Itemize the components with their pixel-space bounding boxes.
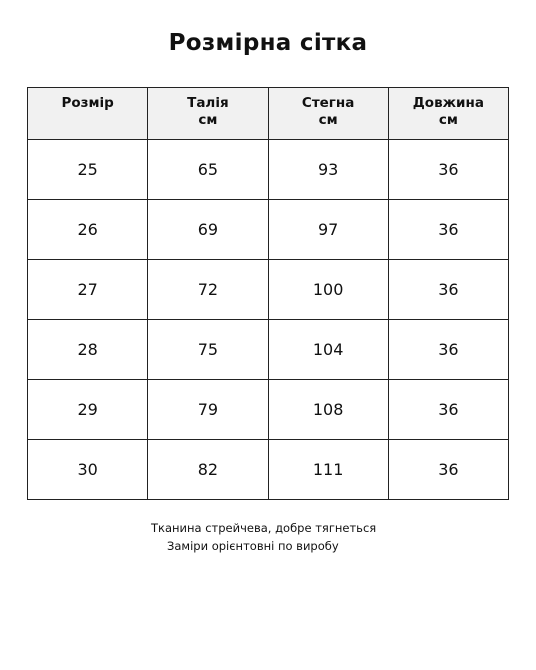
header-hips: [268, 88, 388, 140]
cell-hips: 93: [268, 140, 388, 200]
table-row: [28, 200, 509, 260]
header-length-label: Довжина: [412, 95, 484, 111]
cell-size: 29: [28, 380, 148, 440]
header-waist-label: Талія: [187, 95, 229, 111]
table-row: [28, 320, 509, 380]
header-hips-label: Стегна: [301, 95, 355, 111]
header-size-label: Розмір: [61, 95, 114, 111]
cell-length: 36: [388, 320, 508, 380]
cell-hips: 111: [268, 440, 388, 500]
note-measurements-approximate: Заміри орієнтовні по виробу: [167, 539, 339, 553]
header-length: [388, 88, 508, 140]
cell-hips: 104: [268, 320, 388, 380]
cell-length: 36: [388, 440, 508, 500]
cell-size: 27: [28, 260, 148, 320]
cell-size: 28: [28, 320, 148, 380]
cell-size: 26: [28, 200, 148, 260]
table-row: [28, 440, 509, 500]
size-table: [27, 87, 509, 500]
cell-size: 30: [28, 440, 148, 500]
header-hips-unit: см: [318, 112, 338, 128]
cell-hips: 108: [268, 380, 388, 440]
cell-length: 36: [388, 260, 508, 320]
cell-length: 36: [388, 380, 508, 440]
cell-hips: 100: [268, 260, 388, 320]
table-row: [28, 380, 509, 440]
cell-waist: 72: [148, 260, 268, 320]
cell-waist: 69: [148, 200, 268, 260]
cell-length: 36: [388, 200, 508, 260]
table-row: [28, 140, 509, 200]
header-waist-unit: см: [198, 112, 218, 128]
cell-hips: 97: [268, 200, 388, 260]
table-row: [28, 260, 509, 320]
cell-waist: 79: [148, 380, 268, 440]
header-length-unit: см: [438, 112, 458, 128]
cell-waist: 82: [148, 440, 268, 500]
cell-length: 36: [388, 140, 508, 200]
cell-waist: 65: [148, 140, 268, 200]
cell-waist: 75: [148, 320, 268, 380]
header-size: [28, 88, 148, 140]
page-title: Розмірна сітка: [168, 30, 368, 56]
note-fabric-stretch: Тканина стрейчева, добре тягнеться: [151, 521, 377, 535]
cell-size: 25: [28, 140, 148, 200]
header-waist: [148, 88, 268, 140]
table-header-row: [28, 88, 509, 140]
